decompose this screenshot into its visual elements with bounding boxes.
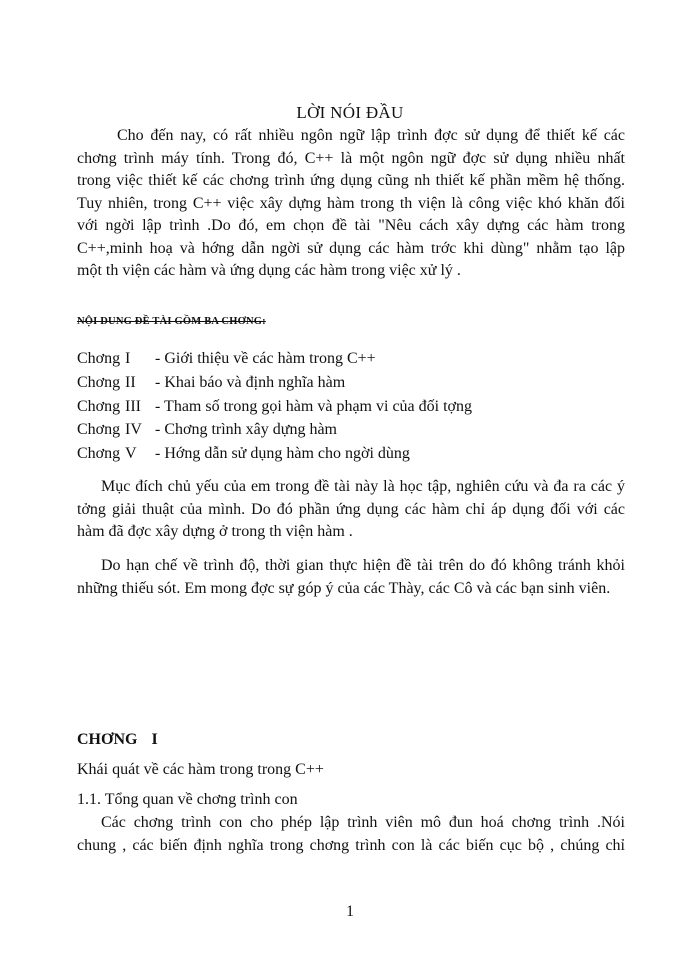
content-heading: NỘI DUNG ĐỀ TÀI GỒM BA CHƠNG: [77,316,266,327]
chapter-item: Chơng IV - Chơng trình xây dựng hàm [77,421,337,439]
text-line: tởng giải thuật của mình. Do đó phần ứng dụng các hàm chỉ áp dụng đối với các [77,500,625,518]
chapter-heading: CHƠNG I [77,731,158,748]
chapter-item: Chơng II - Khai báo và định nghĩa hàm [77,373,346,391]
chapter-item: Chơng III - Tham số trong gọi hàm và phạm vi của đối tợng [77,397,472,415]
text-line: C++,minh hoạ và hớng dẫn ngời sử dụng các hàm trớc khi dùng" nhằm tạo lập [77,239,625,257]
page-title: LỜI NÓI ĐẦU [296,103,404,122]
chapter-item: Chơng I - Giới thiệu về các hàm trong C++ [77,350,376,367]
section-heading: 1.1. Tổng quan về chơng trình con [77,791,298,808]
text-line: trong việc thiết kế các chơng trình ứng dụng cũng nh thiết kế phần mềm hệ thống. [77,172,625,189]
text-line: Tuy nhiên, trong C++ việc xây dựng hàm trong th viện là công việc khó khăn đối [77,194,625,212]
text-line: những thiếu sót. Em mong đợc sự góp ý của các Thày, các Cô và các bạn sinh viên. [77,579,611,597]
purpose-paragraph [77,476,625,544]
page-number: 1 [346,903,354,920]
text-line: với ngời lập trình .Do đó, em chọn đề tài "Nêu cách xây dựng các hàm trong [77,217,625,234]
chapter-subtitle: Khái quát về các hàm trong trong C++ [77,761,324,778]
intro-paragraph [77,125,625,283]
chapter-list [77,347,472,466]
text-line: Mục đích chủ yếu của em trong đề tài này là học tập, nghiên cứu và đa ra các ý [101,478,625,495]
text-line: chung , các biến định nghĩa trong chơng trình con là các biến cục bộ , chúng chỉ [77,837,625,854]
text-line: Các chơng trình con cho phép lập trình viên mô đun hoá chơng trình .Nói [101,814,625,831]
text-line: chơng trình máy tính. Trong đó, C++ là một ngôn ngữ đợc sử dụng nhiều nhất [77,149,625,167]
text-line: Cho đến nay, có rất nhiều ngôn ngữ lập trình đợc sử dụng để thiết kế các [117,127,625,144]
text-line: Do hạn chế về trình độ, thời gian thực hiện đề tài trên do đó không tránh khỏi [101,557,625,574]
chapter-item: Chơng V - Hớng dẫn sử dụng hàm cho ngời dùng [77,445,410,463]
limitation-paragraph [77,555,625,600]
text-line: một th viện các hàm và ứng dụng các hàm trong việc xử lý . [77,262,461,279]
text-line: hàm đã đợc xây dựng ở trong th viện hàm . [77,523,353,540]
body-paragraph [77,811,625,857]
